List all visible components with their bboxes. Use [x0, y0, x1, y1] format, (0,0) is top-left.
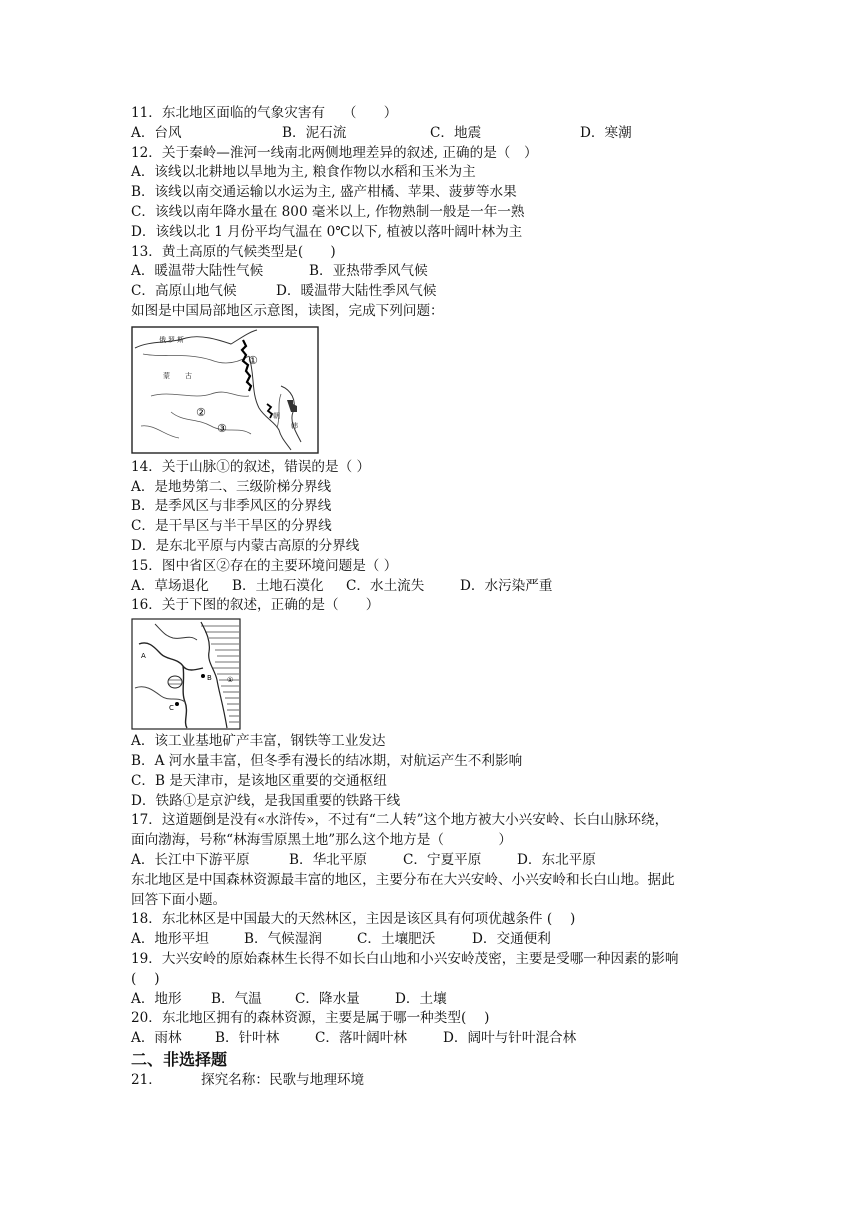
q19-options — [131, 990, 771, 1010]
q19-stem-line2: ( ) — [131, 970, 160, 987]
q15-stem: 15．图中省区②存在的主要环境问题是（ ） — [131, 557, 398, 574]
q21-text: 探究名称：民歌与地理环境 — [201, 1071, 365, 1088]
q18-stem: 18．东北林区是中国最大的天然林区，主因是该区具有何项优越条件 ( ) — [131, 911, 576, 928]
map2-label-railway-1: ① — [227, 676, 234, 685]
q13-option-d: D．暖温带大陆性季风气候 — [276, 283, 437, 300]
q21-number: 21． — [131, 1071, 162, 1088]
china-northeast-map — [131, 326, 319, 454]
map1-marker-1: ① — [248, 353, 258, 367]
q19-option-d: D．土壤 — [395, 990, 447, 1007]
q21 — [131, 1071, 771, 1091]
q13-options-row2 — [131, 282, 771, 302]
q17-stem-line1: 17．这道题倒是没有«水浒传»，不过有“二人转”这个地方被大小兴安岭、长白山脉环绕， — [131, 812, 669, 829]
q17-option-a: A．长江中下游平原 — [131, 851, 250, 868]
forest-intro-line2: 回答下面小题。 — [131, 891, 227, 908]
map1-label-mongolia-2: 古 — [185, 371, 192, 380]
q19-option-c: C．降水量 — [295, 990, 360, 1007]
q18-options — [131, 930, 771, 950]
map2-label-c: C — [169, 704, 174, 713]
q19-option-a: A．地形 — [131, 990, 182, 1007]
section-heading-non-choice: 二、非选择题 — [131, 1049, 228, 1069]
map1-label-mongolia-1: 蒙 — [163, 371, 170, 380]
q12-option-a: A．该线以北耕地以旱地为主, 粮食作物以水稻和玉米为主 — [131, 164, 476, 181]
q14-option-c: C．是干旱区与半干旱区的分界线 — [131, 518, 332, 535]
q11-option-c: C．地震 — [430, 124, 482, 141]
q15-option-c: C．水土流失 — [346, 577, 425, 594]
q13-stem: 13．黄土高原的气候类型是( ) — [131, 243, 336, 260]
q17-option-b: B．华北平原 — [289, 851, 367, 868]
q11-options — [131, 124, 771, 144]
q14-option-a: A．是地势第二、三级阶梯分界线 — [131, 478, 332, 495]
q18-option-b: B．气候湿润 — [244, 931, 322, 948]
q18-option-a: A．地形平坦 — [131, 931, 209, 948]
map2-label-b: B — [207, 674, 212, 683]
q17-option-d: D．东北平原 — [517, 851, 596, 868]
map2-label-a: A — [141, 652, 146, 661]
q11-stem: 11．东北地区面临的气象灾害有 （ ） — [131, 105, 398, 121]
q12-option-b: B．该线以南交通运输以水运为主, 盛产柑橘、苹果、菠萝等水果 — [131, 184, 517, 201]
exam-page — [131, 104, 771, 1091]
q16-stem: 16．关于下图的叙述，正确的是（ ） — [131, 597, 380, 614]
q15-options — [131, 577, 771, 597]
forest-intro-line1: 东北地区是中国森林资源最丰富的地区，主要分布在大兴安岭、小兴安岭和长白山地。据此 — [131, 871, 675, 888]
q20-stem: 20．东北地区拥有的森林资源，主要是属于哪一种类型( ) — [131, 1010, 490, 1027]
q17-option-c: C．宁夏平原 — [403, 851, 482, 868]
q20-options — [131, 1029, 771, 1049]
q12-option-d: D．该线以北 1 月份平均气温在 0℃以下, 植被以落叶阔叶林为主 — [131, 223, 523, 240]
q11-option-d: D．寒潮 — [580, 124, 632, 141]
map-intro: 如图是中国局部地区示意图，读图，完成下列问题： — [131, 302, 444, 319]
q18-option-d: D．交通便利 — [472, 931, 551, 948]
q13-options-row1 — [131, 262, 771, 282]
q19-option-b: B．气温 — [211, 990, 262, 1007]
q16-option-b: B．A 河水量丰富，但冬季有漫长的结冰期，对航运产生不利影响 — [131, 752, 523, 769]
map1-label-russia-3: 斯 — [177, 335, 184, 344]
q16-option-c: C．B 是天津市，是该地区重要的交通枢纽 — [131, 772, 387, 789]
map1-marker-2: ② — [196, 405, 206, 419]
q13-option-b: B．亚热带季风气候 — [309, 263, 428, 280]
q17-options — [131, 851, 771, 871]
q18-option-c: C．土壤肥沃 — [357, 931, 436, 948]
q19-stem-line1: 19．大兴安岭的原始森林生长得不如长白山地和小兴安岭茂密，主要是受哪一种因素的影响 — [131, 950, 679, 967]
q11-option-b: B．泥石流 — [282, 124, 347, 141]
q12-option-c: C．该线以南年降水量在 800 毫米以上, 作物熟制一般是一年一熟 — [131, 203, 525, 220]
q13-option-c: C．高原山地气候 — [131, 283, 237, 300]
q15-option-d: D．水污染严重 — [460, 577, 553, 594]
q15-option-a: A．草场退化 — [131, 577, 209, 594]
q20-option-c: C．落叶阔叶林 — [315, 1030, 407, 1047]
map1-label-russia-1: 俄 — [159, 335, 166, 344]
q16-option-d: D．铁路①是京沪线，是我国重要的铁路干线 — [131, 792, 401, 809]
map1-label-russia-2: 罗 — [168, 335, 175, 344]
q17-stem-line2: 面向渤海，号称“林海雪原黑土地”那么这个地方是（ ） — [131, 832, 512, 849]
q20-option-b: B．针叶林 — [215, 1030, 280, 1047]
q13-option-a: A．暖温带大陆性气候 — [131, 263, 264, 280]
map1-label-korea-s: 韩 — [291, 421, 298, 430]
q14-option-d: D．是东北平原与内蒙古高原的分界线 — [131, 537, 360, 554]
map1-label-korea-n: 朝 — [273, 411, 280, 420]
northeast-base-map — [131, 618, 241, 730]
map1-marker-3: ③ — [217, 421, 227, 435]
q20-option-d: D．阔叶与针叶混合林 — [443, 1030, 577, 1047]
q20-option-a: A．雨林 — [131, 1030, 182, 1047]
q12-stem: 12．关于秦岭—淮河一线南北两侧地理差异的叙述, 正确的是（ ） — [131, 144, 538, 161]
q16-option-a: A．该工业基地矿产丰富，钢铁等工业发达 — [131, 733, 386, 750]
q14-stem: 14．关于山脉①的叙述，错误的是（ ） — [131, 458, 371, 475]
q11-option-a: A．台风 — [131, 124, 182, 141]
q14-option-b: B．是季风区与非季风区的分界线 — [131, 498, 332, 515]
q15-option-b: B．土地石漠化 — [232, 577, 324, 594]
